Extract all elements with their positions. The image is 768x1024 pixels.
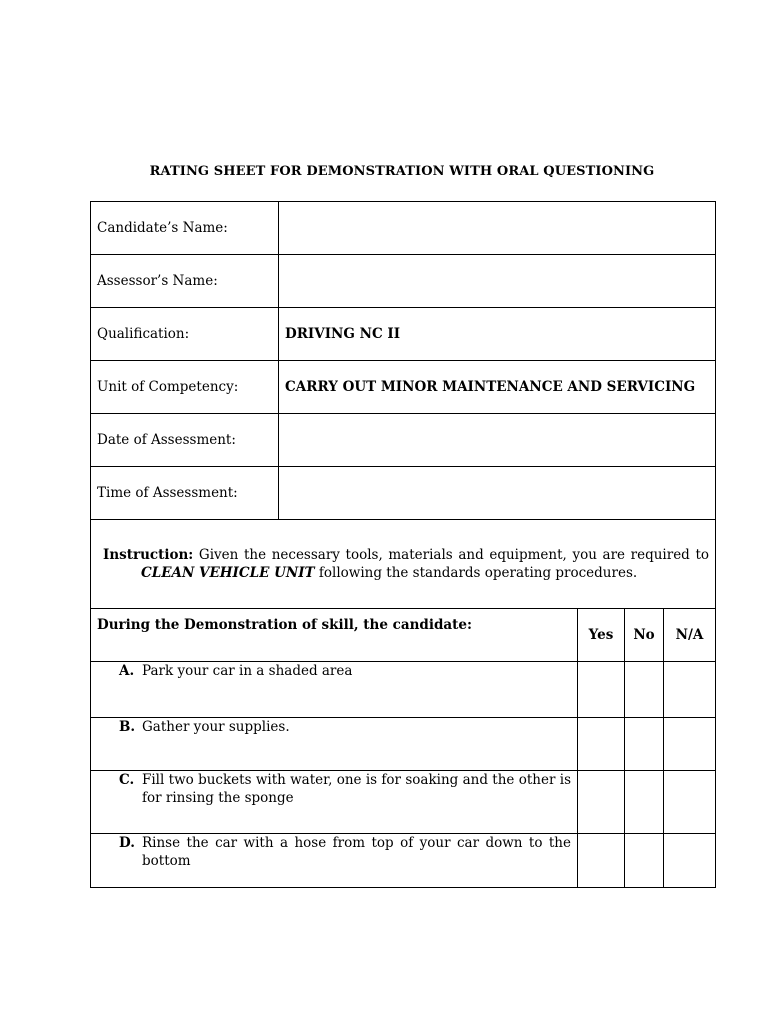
item-letter: A. [119, 663, 135, 679]
yes-checkbox-cell[interactable] [578, 662, 625, 718]
no-checkbox-cell[interactable] [625, 771, 664, 834]
checklist-header-row [91, 609, 716, 662]
time-of-assessment-value[interactable] [279, 467, 716, 520]
item-letter: D. [119, 835, 135, 851]
item-text: Gather your supplies. [142, 719, 290, 735]
candidate-name-value[interactable] [279, 202, 716, 255]
item-text: Rinse the car with a hose from top of your car down to the bottom [142, 835, 571, 869]
field-label: Date of Assessment: [91, 414, 279, 467]
yes-checkbox-cell[interactable] [578, 718, 625, 771]
field-label: Unit of Competency: [91, 361, 279, 414]
no-checkbox-cell[interactable] [625, 834, 664, 888]
date-of-assessment-value[interactable] [279, 414, 716, 467]
na-checkbox-cell[interactable] [664, 662, 716, 718]
instruction-block [91, 520, 716, 609]
checklist-header: During the Demonstration of skill, the candidate: [91, 609, 578, 662]
item-text: Park your car in a shaded area [142, 663, 353, 679]
item-text: Fill two buckets with water, one is for soaking and the other is for rinsing the sponge [142, 772, 571, 806]
field-label: Candidate’s Name: [91, 202, 279, 255]
field-label: Time of Assessment: [91, 467, 279, 520]
checklist-item [91, 771, 578, 834]
checklist-item [91, 662, 578, 718]
na-checkbox-cell[interactable] [664, 834, 716, 888]
no-checkbox-cell[interactable] [625, 662, 664, 718]
item-letter: C. [119, 772, 135, 788]
na-checkbox-cell[interactable] [664, 718, 716, 771]
column-yes-header: Yes [578, 609, 625, 662]
instruction-text-after: following the standards operating procedures. [318, 565, 638, 581]
rating-sheet-table [90, 201, 716, 888]
column-na-header: N/A [664, 609, 716, 662]
na-checkbox-cell[interactable] [664, 771, 716, 834]
checklist-item-row [91, 771, 716, 834]
instruction-text-before: Given the necessary tools, materials and equipment, you are required to [198, 547, 710, 563]
qualification-row [91, 308, 716, 361]
assessor-name-value[interactable] [279, 255, 716, 308]
checklist-item [91, 834, 578, 888]
time-of-assessment-row [91, 467, 716, 520]
date-of-assessment-row [91, 414, 716, 467]
column-no-header: No [625, 609, 664, 662]
checklist-item [91, 718, 578, 771]
field-label: Assessor’s Name: [91, 255, 279, 308]
assessor-name-row [91, 255, 716, 308]
checklist-item-row [91, 662, 716, 718]
yes-checkbox-cell[interactable] [578, 834, 625, 888]
unit-of-competency-row [91, 361, 716, 414]
qualification-value: DRIVING NC II [279, 308, 716, 361]
yes-checkbox-cell[interactable] [578, 771, 625, 834]
unit-of-competency-value: CARRY OUT MINOR MAINTENANCE AND SERVICING [279, 361, 716, 414]
checklist-item-row [91, 718, 716, 771]
item-letter: B. [119, 719, 136, 735]
no-checkbox-cell[interactable] [625, 718, 664, 771]
instruction-row [91, 520, 716, 609]
candidate-name-row [91, 202, 716, 255]
field-label: Qualification: [91, 308, 279, 361]
page-title: RATING SHEET FOR DEMONSTRATION WITH ORAL QUESTIONING [149, 164, 655, 179]
instruction-emphasis: CLEAN VEHICLE UNIT [141, 565, 315, 581]
instruction-label: Instruction: [103, 547, 194, 563]
checklist-item-row [91, 834, 716, 888]
